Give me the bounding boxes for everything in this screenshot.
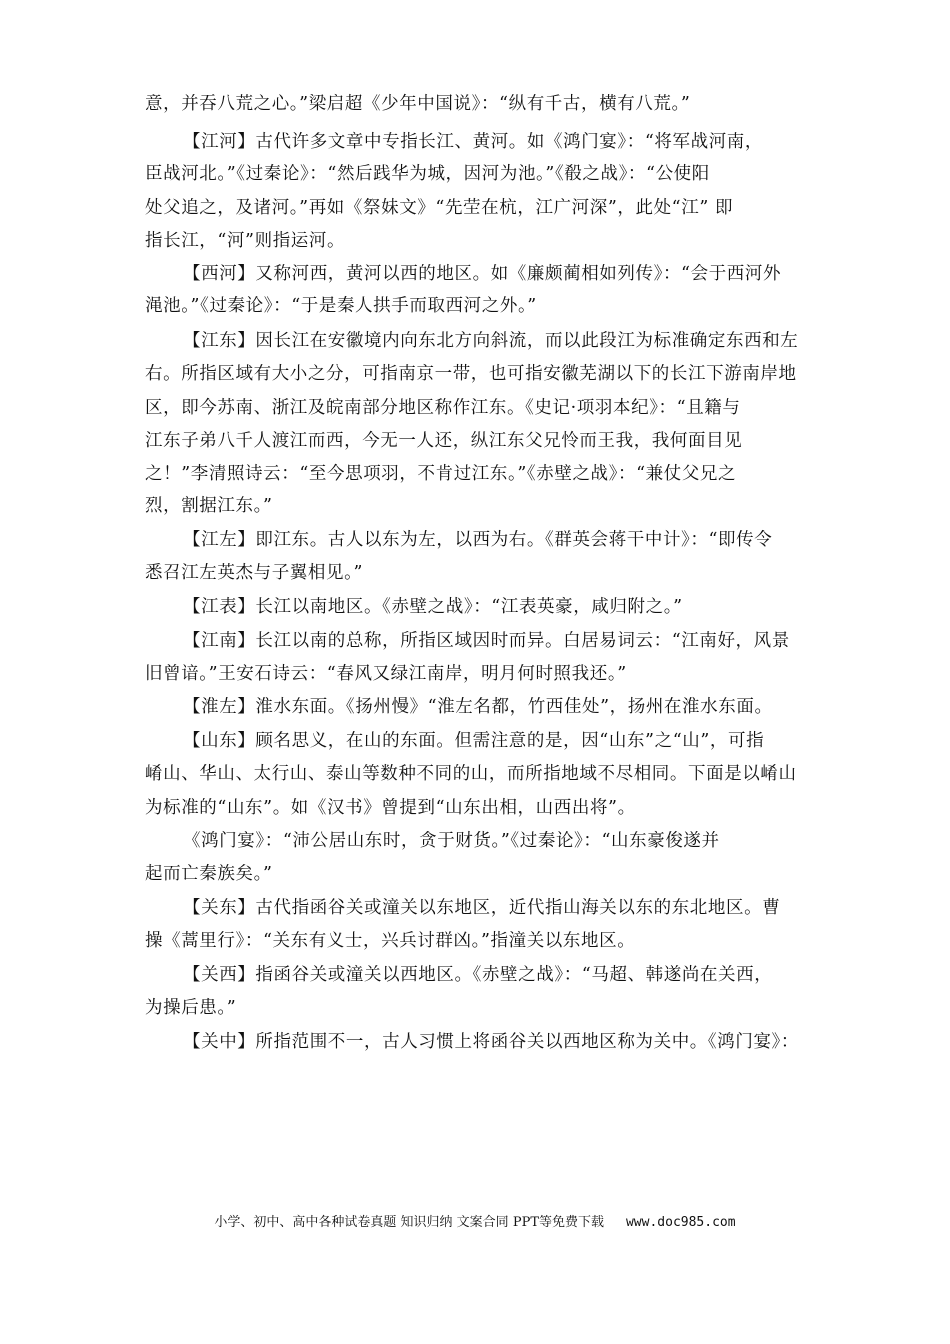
text-line: 【淮左】淮水东面。《扬州慢》“淮左名都，竹西佳处”，扬州在淮水东面。 [183, 697, 773, 717]
text-line: 指长江，“河”则指运河。 [145, 231, 346, 251]
text-line: 【山东】顾名思义，在山的东面。但需注意的是，因“山东”之“山”，可指 [183, 731, 765, 751]
text-line: 处父追之，及诸河。”再如《祭妹文》“先茔在杭，江广河深”，此处“江” 即 [145, 198, 734, 218]
text-line: 区，即今苏南、浙江及皖南部分地区称作江东。《史记·项羽本纪》：“且籍与 [145, 398, 741, 418]
footer-url[interactable]: www.doc985.com [625, 1215, 736, 1230]
text-line: 意，并吞八荒之心。”梁启超《少年中国说》：“纵有千古，横有八荒。” [145, 94, 691, 114]
text-line: 臣战河北。”《过秦论》：“然后践华为城，因河为池。”《殽之战》：“公使阳 [145, 164, 710, 184]
text-line: 起而亡秦族矣。” [145, 864, 273, 884]
text-line: 【西河】又称河西，黄河以西的地区。如《廉颇蔺相如列传》：“会于西河外 [183, 264, 782, 284]
text-line: 【江左】即江东。古人以东为左，以西为右。《群英会蒋干中计》：“即传令 [183, 530, 773, 550]
text-line: 为标准的“山东”。如《汉书》曾提到“山东出相，山西出将”。 [145, 798, 636, 818]
text-line: 崤山、华山、太行山、泰山等数种不同的山，而所指地域不尽相同。下面是以崤山 [145, 764, 797, 784]
text-line: 【江河】古代许多文章中专指长江、黄河。如《鸿门宴》：“将军战河南， [183, 132, 763, 152]
text-line: 旧曾谙。”王安石诗云：“春风又绿江南岸，明月何时照我还。” [145, 664, 627, 684]
text-line: 《鸿门宴》：“沛公居山东时，贪于财货。”《过秦论》：“山东豪俊遂并 [183, 831, 720, 851]
text-line: 烈，割据江东。” [145, 496, 273, 516]
text-line: 之！”李清照诗云：“至今思项羽，不肯过江东。”《赤壁之战》：“兼仗父兄之 [145, 464, 737, 484]
text-line: 渑池。”《过秦论》：“于是秦人拱手而取西河之外。” [145, 296, 537, 316]
text-line: 【江表】长江以南地区。《赤壁之战》：“江表英豪，咸归附之。” [183, 597, 683, 617]
page-footer [0, 1213, 950, 1233]
text-line: 【关中】所指范围不一，古人习惯上将函谷关以西地区称为关中。《鸿门宴》： [183, 1032, 799, 1052]
text-line: 【江南】长江以南的总称，所指区域因时而异。白居易词云：“江南好，风景 [183, 631, 790, 651]
footer-text: 小学、初中、高中各种试卷真题 知识归纳 文案合同 PPT等免费下载 [214, 1215, 604, 1230]
text-line: 【关东】古代指函谷关或潼关以东地区，近代指山海关以东的东北地区。曹 [183, 898, 781, 918]
text-line: 右。所指区域有大小之分，可指南京一带，也可指安徽芜湖以下的长江下游南岸地 [145, 364, 797, 384]
text-line: 为操后患。” [145, 998, 237, 1018]
text-line: 悉召江左英杰与子翼相见。” [145, 563, 363, 583]
text-line: 江东子弟八千人渡江而西，今无一人还，纵江东父兄怜而王我，我何面目见 [145, 431, 743, 451]
text-line: 操《蒿里行》：“关东有义士，兴兵讨群凶。”指潼关以东地区。 [145, 931, 636, 951]
text-line: 【关西】指函谷关或潼关以西地区。《赤壁之战》：“马超、韩遂尚在关西， [183, 965, 773, 985]
text-line: 【江东】因长江在安徽境内向东北方向斜流，而以此段江为标准确定东西和左 [183, 331, 799, 351]
